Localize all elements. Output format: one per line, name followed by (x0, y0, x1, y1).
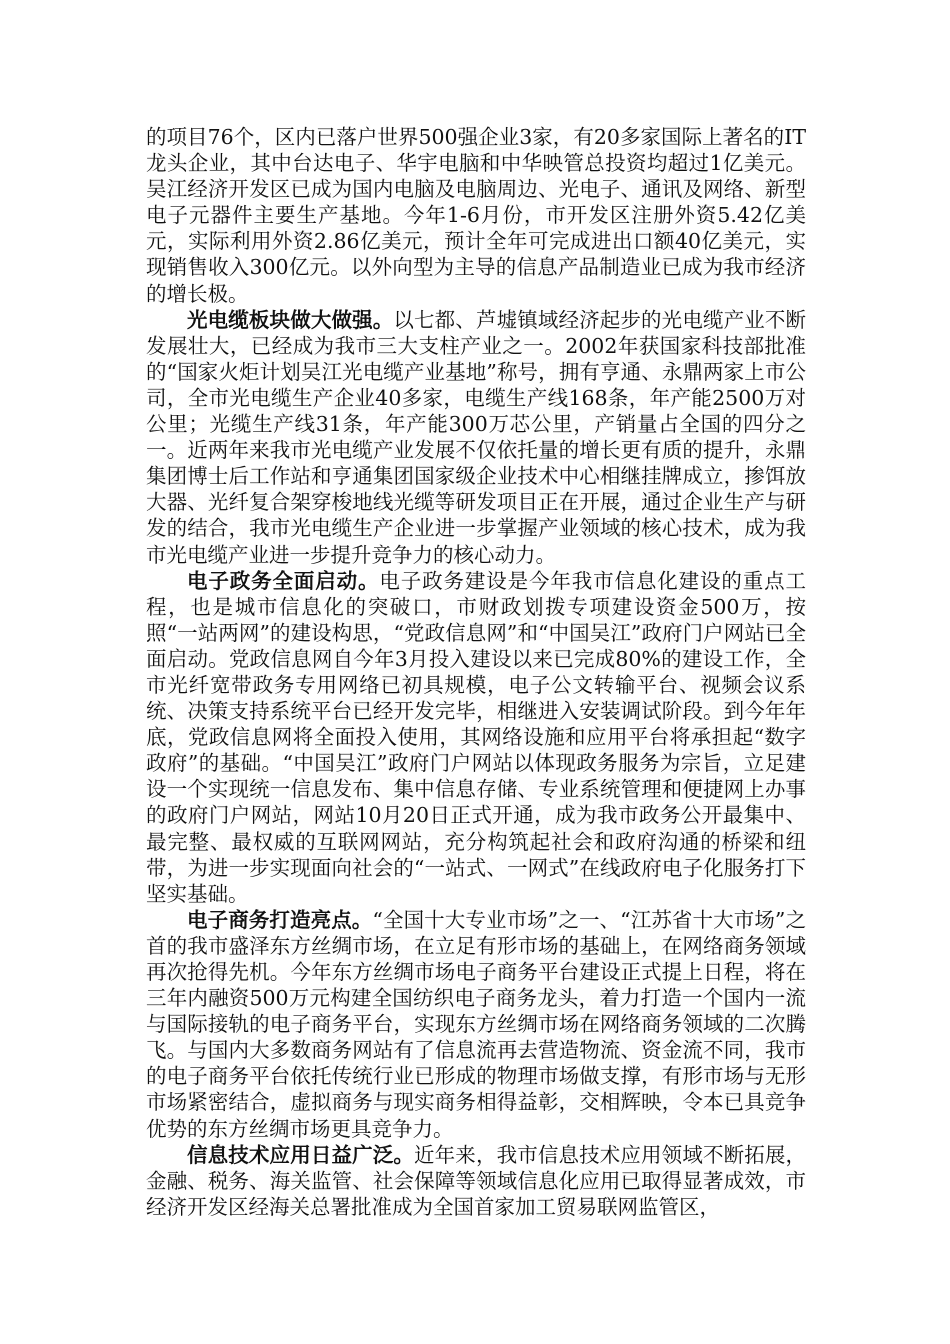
paragraph-e-commerce (146, 907, 806, 1142)
paragraph-optical-cable (146, 307, 806, 568)
paragraph-heading: 电子政务全面启动。 (187, 568, 380, 593)
paragraph-text: “全国十大专业市场”之一、“江苏省十大市场”之首的我市盛泽东方丝绸市场，在立足有形市场的基础上，在网络商务领域再次抢得先机。今年东方丝绸市场电子商务平台建设正式提上日程，将在三年内融资500万元构建全国纺织电子商务龙头，着力打造一个国内一流与国际接轨的电子商务平台，实现东方丝绸市场在网络商务领域的二次腾飞。与国内大多数商务网站有了信息流再去营造物流、资金流不同，我市的电子商务平台依托传统行业已形成的物理市场做支撑，有形市场与无形市场紧密结合，虚拟商务与现实商务相得益彰，交相辉映，令本已具竞争优势的东方丝绸市场更具竞争力。 (146, 907, 807, 1141)
document-body (146, 124, 806, 1220)
paragraph-e-government (146, 568, 806, 907)
paragraph-it-application (146, 1142, 806, 1220)
paragraph-text: 以七都、芦墟镇域经济起步的光电缆产业不断发展壮大，已经成为我市三大支柱产业之一。2002年获国家科技部批准的“国家火炬计划吴江光电缆产业基地”称号，拥有亨通、永鼎两家上市公司，全市光电缆生产企业40多家，电缆生产线168条，年产能2500万对公里；光缆生产线31条，年产能300万芯公里，产销量占全国的四分之一。近两年来我市光电缆产业发展不仅依托量的增长更有质的提升，永鼎集团博士后工作站和亨通集团国家级企业技术中心相继挂牌成立，掺饵放大器、光纤复合架穿梭地线光缆等研发项目正在开展，通过企业生产与研发的结合，我市光电缆生产企业进一步掌握产业领域的核心技术，成为我市光电缆产业进一步提升竞争力的核心动力。 (146, 307, 807, 567)
paragraph-text: 的项目76个，区内已落户世界500强企业3家，有20多家国际上著名的IT龙头企业，其中台达电子、华宇电脑和中华映管总投资均超过1亿美元。吴江经济开发区已成为国内电脑及电脑周边、光电子、通讯及网络、新型电子元器件主要生产基地。今年1-6月份，市开发区注册外资5.42亿美元，实际利用外资2.86亿美元，预计全年可完成进出口额40亿美元，实现销售收入300亿元。以外向型为主导的信息产品制造业已成为我市经济的增长极。 (146, 125, 806, 306)
paragraph-text: 电子政务建设是今年我市信息化建设的重点工程，也是城市信息化的突破口，市财政划拨专项建设资金500万，按照“一站两网”的建设构思，“党政信息网”和“中国吴江”政府门户网站已全面启动。党政信息网自今年3月投入建设以来已完成80%的建设工作，全市光纤宽带政务专用网络已初具规模，电子公文转输平台、视频会议系统、决策支持系统平台已经开发完毕，相继进入安装调试阶段。到今年年底，党政信息网将全面投入使用，其网络设施和应用平台将承担起“数字政府”的基础。“中国吴江”政府门户网站以体现政务服务为宗旨，立足建设一个实现统一信息发布、集中信息存储、专业系统管理和便捷网上办事的政府门户网站，网站10月20日正式开通，成为我市政务公开最集中、最完整、最权威的互联网网站，充分构筑起社会和政府沟通的桥梁和纽带，为进一步实现面向社会的“一站式、一网式”在线政府电子化服务打下坚实基础。 (146, 568, 806, 906)
paragraph-heading: 光电缆板块做大做强。 (187, 307, 394, 332)
paragraph-text: 近年来，我市信息技术应用领域不断拓展，金融、税务、海关监管、社会保障等领域信息化应用已取得显著成效，市经济开发区经海关总署批准成为全国首家加工贸易联网监管区， (146, 1142, 807, 1219)
paragraph-continuation (146, 124, 806, 307)
paragraph-heading: 电子商务打造亮点。 (187, 907, 373, 932)
paragraph-heading: 信息技术应用日益广泛。 (187, 1142, 415, 1167)
